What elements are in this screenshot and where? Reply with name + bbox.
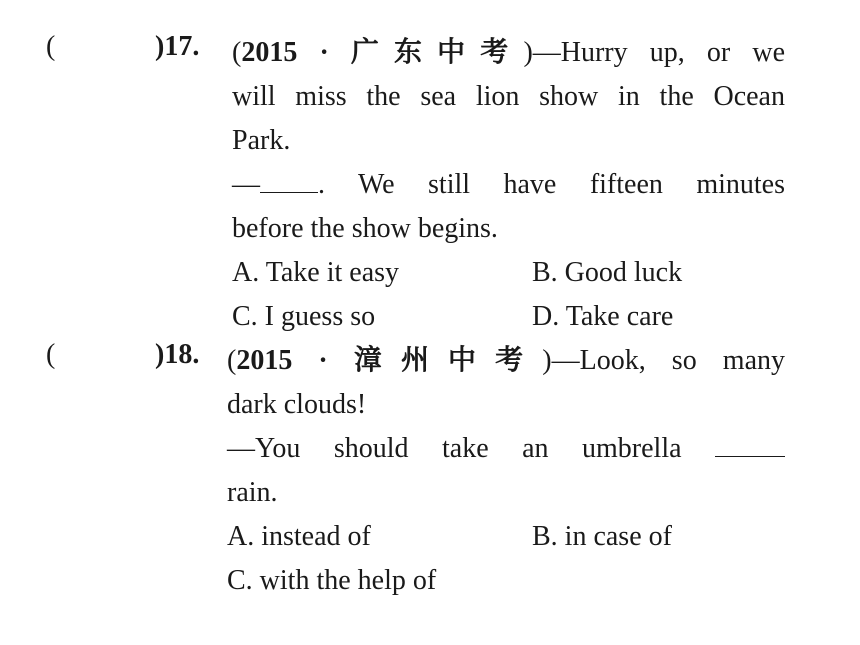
- stem-line-1: [227, 339, 785, 383]
- question-number: )18.: [155, 339, 200, 370]
- answer-paren-open: (: [46, 339, 56, 370]
- question-body: [232, 31, 785, 251]
- question-body: [227, 339, 785, 515]
- option-a: A. instead of: [227, 521, 371, 552]
- option-c: C. I guess so: [232, 301, 376, 332]
- stem-line-4: [232, 163, 785, 207]
- question-source: 2015 · 广东中考: [241, 37, 524, 68]
- source-paren-open: (: [232, 37, 242, 68]
- source-paren-close: ): [542, 345, 552, 376]
- stem-line-4: rain.: [227, 477, 278, 508]
- question-number: )17.: [155, 31, 200, 62]
- source-paren-open: (: [227, 345, 237, 376]
- stem-text: —You should take an umbrella: [227, 433, 682, 464]
- stem-text: —Look, so many: [551, 345, 785, 376]
- stem-line-3: [227, 427, 785, 471]
- stem-line-5: before the show begins.: [232, 213, 498, 244]
- answer-paren-open: (: [46, 31, 56, 62]
- option-c: C. with the help of: [227, 565, 437, 596]
- stem-line-2: will miss the sea lion show in the Ocean: [232, 81, 785, 112]
- source-paren-close: ): [523, 37, 533, 68]
- stem-line-2: dark clouds!: [227, 389, 367, 420]
- stem-line-1: [232, 31, 785, 75]
- option-a: A. Take it easy: [232, 257, 400, 288]
- options: [227, 515, 785, 603]
- stem-line-3: Park.: [232, 125, 291, 156]
- answer-blank: [715, 428, 785, 457]
- answer-blank: [260, 164, 318, 193]
- stem-text: —Hurry up, or we: [532, 37, 785, 68]
- stem-text: . We still have fifteen minutes: [318, 169, 785, 200]
- options: [232, 251, 785, 339]
- option-d: D. Take care: [532, 301, 674, 332]
- dialogue-dash: —: [232, 169, 260, 200]
- option-b: B. Good luck: [532, 257, 683, 288]
- question-source: 2015 · 漳州中考: [236, 345, 543, 376]
- option-b: B. in case of: [532, 521, 672, 552]
